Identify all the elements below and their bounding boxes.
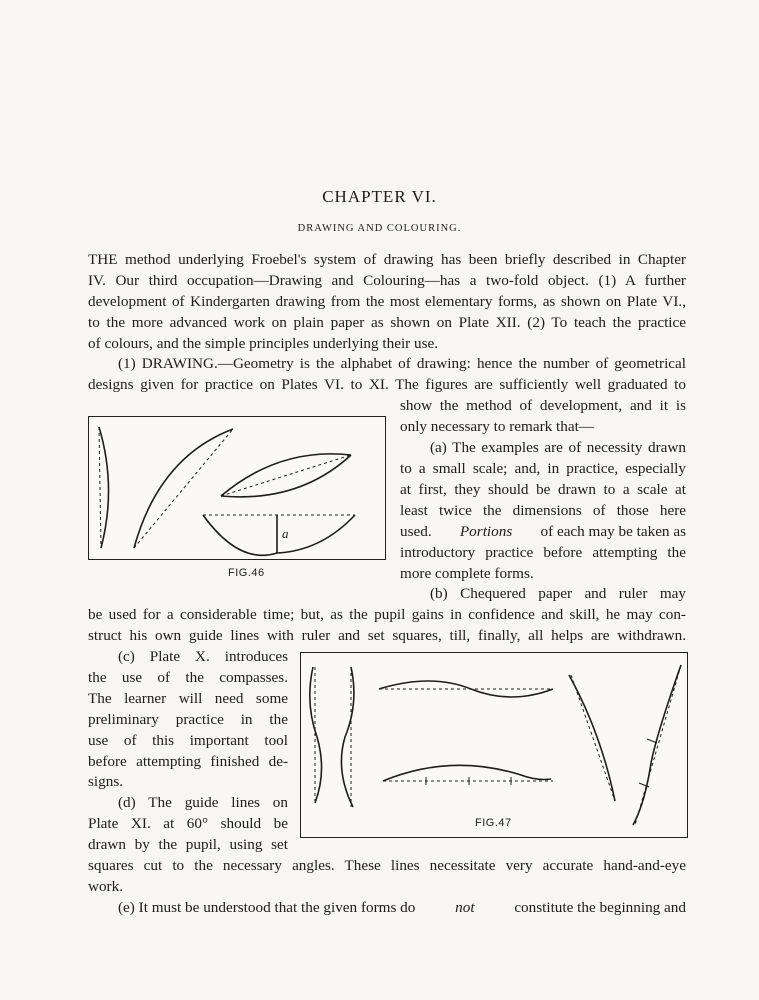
figure-46-drawing <box>89 417 385 559</box>
paragraph-line: squares cut to the necessary angles. These lines necessitate very accurate hand-and-eye <box>88 857 686 874</box>
paragraph-line: use of this important tool <box>88 732 288 749</box>
paragraph-line: the use of the compasses. <box>88 669 288 686</box>
paragraph-line: designs given for practice on Plates VI. to XI. The figures are sufficiently well graduated to <box>88 376 686 393</box>
paragraph-line: preliminary practice in the <box>88 711 288 728</box>
s-curve-shape <box>341 667 353 807</box>
figure-47-caption: FIG.47 <box>475 817 512 829</box>
figure-47-drawing <box>301 653 687 837</box>
tick-mark <box>647 739 657 743</box>
paragraph-line: more complete forms. <box>400 565 534 582</box>
paragraph-line: work. <box>88 878 124 895</box>
guide-line <box>221 455 351 496</box>
paragraph-line: (b) Chequered paper and ruler may <box>430 585 686 602</box>
paragraph-line: The learner will need some <box>88 690 288 707</box>
semicircle-shape <box>203 515 355 555</box>
text-span: used. <box>400 523 432 540</box>
paragraph-line: (a) The examples are of necessity drawn <box>430 439 686 456</box>
guide-line <box>99 427 101 548</box>
diagonal-curve-shape <box>569 675 615 801</box>
text-span: (e) It must be understood that the given forms do <box>118 899 416 916</box>
label-a: a <box>282 526 289 541</box>
guide-line <box>134 429 233 548</box>
guide-line <box>571 675 615 801</box>
paragraph-line: least twice the dimensions of those here <box>400 502 686 519</box>
paragraph-line <box>400 522 686 542</box>
paragraph-line: before attempting finished de- <box>88 753 288 770</box>
paragraph-line: (c) Plate X. introduces <box>118 648 288 665</box>
paragraph-line: THE method underlying Froebel's system of drawing has been briefly described in Chapter <box>88 251 686 268</box>
guide-line <box>635 665 681 825</box>
paragraph-line: struct his own guide lines with ruler and set squares, till, finally, all helps are withdrawn. <box>88 627 686 644</box>
paragraph-line: to a small scale; and, in practice, especially <box>400 460 686 477</box>
figure-47 <box>300 652 688 838</box>
paragraph-line: be used for a considerable time; but, as the pupil gains in confidence and skill, he may con- <box>88 606 686 623</box>
text-span: constitute the beginning and <box>514 899 686 916</box>
paragraph-line: show the method of development, and it is <box>400 397 686 414</box>
italic-word: Portions <box>459 523 513 540</box>
paragraph-line: (d) The guide lines on <box>118 794 288 811</box>
chapter-title: CHAPTER VI. <box>322 187 437 206</box>
paragraph-line: drawn by the pupil, using set <box>88 836 288 853</box>
crescent-shape <box>134 429 233 548</box>
s-curve-shape <box>310 667 322 803</box>
paragraph-line: of colours, and the simple principles underlying their use. <box>88 335 439 352</box>
text-span: of each may be taken as <box>540 523 686 540</box>
italic-word: not <box>455 899 475 916</box>
paragraph-line: introductory practice before attempting the <box>400 544 686 561</box>
figure-46-caption: FIG.46 <box>228 567 265 579</box>
paragraph-line: at first, they should be drawn to a scale at <box>400 481 686 498</box>
paragraph-line <box>118 898 686 918</box>
paragraph-line: signs. <box>88 773 124 790</box>
paragraph-line: IV. Our third occupation—Drawing and Colouring—has a two-fold object. (1) A further <box>88 272 686 289</box>
chapter-subtitle: DRAWING AND COLOURING. <box>297 223 462 234</box>
paragraph-line: development of Kindergarten drawing from the most elementary forms, as shown on Plate VI., <box>88 293 686 310</box>
paragraph-line: to the more advanced work on plain paper as shown on Plate XII. (2) To teach the practice <box>88 314 686 331</box>
wave-shape <box>383 765 551 781</box>
paragraph-line: (1) DRAWING.—Geometry is the alphabet of drawing: hence the number of geometrical <box>118 355 686 372</box>
paragraph-line: only necessary to remark that— <box>400 418 594 435</box>
paragraph-line: Plate XI. at 60° should be <box>88 815 288 832</box>
figure-46 <box>88 416 386 560</box>
